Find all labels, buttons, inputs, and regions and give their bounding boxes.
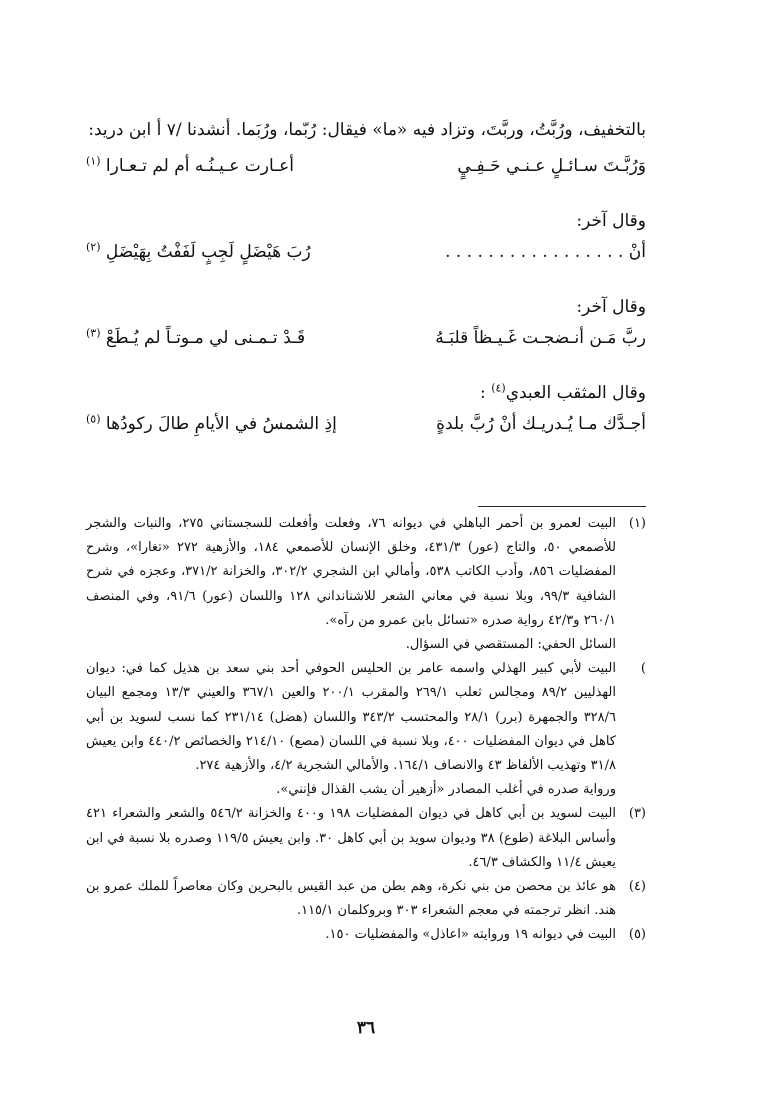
footnote-number: (٤): [628, 879, 646, 895]
verse-line-1: [86, 151, 646, 181]
footnote-4: (٤) هو عائذ بن محصن من بني نكرة، وهم بطن من عبد القيس بالبحرين وكان معاصراً للملك عمرو بن هند. انظر ترجمته في معجم الشعراء ٣٠٣ وبروكلمان ١١٥/١.: [86, 875, 646, 923]
verse-line-2: [86, 237, 646, 267]
verse-line-4: [86, 409, 646, 439]
footnote-ref: (٣): [86, 326, 101, 340]
verse-first-hemistich: أجـدَّك مـا يُـدريـك أنْ رُبَّ بلدةٍ: [436, 414, 646, 434]
verse-first-hemistich: ربَّ مَـن أنـضجـت غَـيـظاً قلبَـهُ: [435, 328, 646, 348]
body-paragraph: بالتخفيف، ورُبَّتُ، وربَّتَ، وتزاد فيه «ما» فيقال: رُبّما، ورُبَما. أنشدنا /٧ أ ابن دريد:: [88, 120, 646, 140]
verse-intro: وقال المثقب العبدي$^{(٤)}$ :: [480, 381, 646, 403]
verse-second-hemistich: إذِ الشمسُ في الأيامِ طالَ ركودُها $^{(٥)}$: [86, 412, 337, 434]
verse-second-hemistich: أعـارت عـيـنُـه أم لم تـعـارا $^{(١)}$: [86, 154, 294, 176]
page-number: ٣٦: [356, 1018, 376, 1038]
verse-second-hemistich: رُبَ هَيْضَلٍ لَجِبٍ لَفَفْتُ بِهَيْضَلِ $^{(٢)}$: [86, 240, 311, 262]
footnote-2: ) البيت لأبي كبير الهذلي واسمه عامر بن الحليس الحوفي أحد بني سعد بن هذيل كما في: ديوان الهذليين ٨٩/٢ ومجالس ثعلب ٢٦٩/١ والمقرب ٢٠٠/١ والعين ٣٦٧/١ والعيني ١٣/٣ ومجمع البيان ٣٢٨/٦ والجمهرة (برر) ٢٨/١ والمحتسب ٣٤٣/٢ واللسان (هضل) ٢٣١/١٤ كما نسب لسويد بن أبي كاهل في ديوان المفضليات ٤٠٠، وبلا نسبة في اللسان (مصع) ٢١٤/١٠ والخصائص ٤٤٠/٢ وابن يعيش ٣١/٨ وتهذيب الألفاظ ٤٣ والانصاف ١٦٤/١. والأمالي الشجرية ٤/٢، والأزهية ٢٧٤.: [86, 657, 646, 778]
footnote-number: (١): [628, 516, 646, 531]
footnote-number: (٣): [628, 806, 646, 822]
footnote-ref: (٢): [86, 240, 101, 254]
verse-intro: وقال آخر:: [576, 297, 646, 317]
page-content: [86, 115, 646, 1038]
verse-second-hemistich: قَـدْ تـمـنى لي مـوتـاً لم يُـطَعْ $^{(٣)}$: [86, 326, 306, 348]
footnote-ref: (٤): [491, 381, 506, 395]
footnote-ref: (٥): [86, 412, 101, 426]
verse-first-hemistich: أنْ . . . . . . . . . . . . . . . . .: [445, 242, 646, 262]
verse-intro: وقال آخر:: [576, 211, 646, 231]
footnote-2-variant: ورواية صدره في أغلب المصادر «أزهير أن يشب القذال فإنني».: [276, 782, 616, 798]
footnote-1: (١) البيت لعمرو بن أحمر الباهلي في ديوانه ٧٦، وفعلت وأفعلت للسجستاني ٢٧٥، والنبات والشجر للأصمعي ٥٠، والتاج (عور) ٤٣١/٣، وخلق الإنسان للأصمعي ١٨٤، والأزهية ٢٧٢ «تغارا»، وشرح المفضليات ٨٥٦، وأدب الكاتب ٥٣٨، وأمالي ابن الشجري ٣٠٢/٢، والخزانة ٣٧١/٢، وعجزه في شرح الشافية ٩٩/٣، وبلا نسبة في معاني الشعر للاشنانداني ١٢٨ واللسان (عور) ٩١/٦، وفي المنصف ٢٦٠/١ و٤٢/٣ رواية صدره «تسائل بابن عمرو من رآه».: [86, 512, 646, 633]
footnote-number: (٥): [628, 927, 646, 943]
verse-first-hemistich: وَرُبَّـتَ سـائـلٍ عـنـي حَـفِـيٍ: [457, 156, 646, 176]
footnote-5: (٥) البيت في ديوانه ١٩ وروايته «اعاذل» والمفضليات ١٥٠.: [86, 923, 646, 947]
footnote-number: ): [640, 661, 646, 677]
footnote-separator: [478, 506, 646, 507]
footnote-3: (٣) البيت لسويد بن أبي كاهل في ديوان المفضليات ١٩٨ و٤٠٠ والخزانة ٥٤٦/٢ والشعر والشعراء ٤٢١ وأساس البلاغة (طوع) ٣٨ وديوان سويد بن أبي كاهل ٣٠. وابن يعيش ١١٩/٥ وصدره بلا نسبة في ابن يعيش ١١/٤ والكشاف ٤٦/٣.: [86, 802, 646, 875]
verse-line-3: [86, 323, 646, 353]
footnote-1-gloss: السائل الحفي: المستقصي في السؤال.: [405, 637, 616, 653]
footnotes: [86, 512, 646, 948]
footnote-ref: (١): [86, 154, 101, 168]
